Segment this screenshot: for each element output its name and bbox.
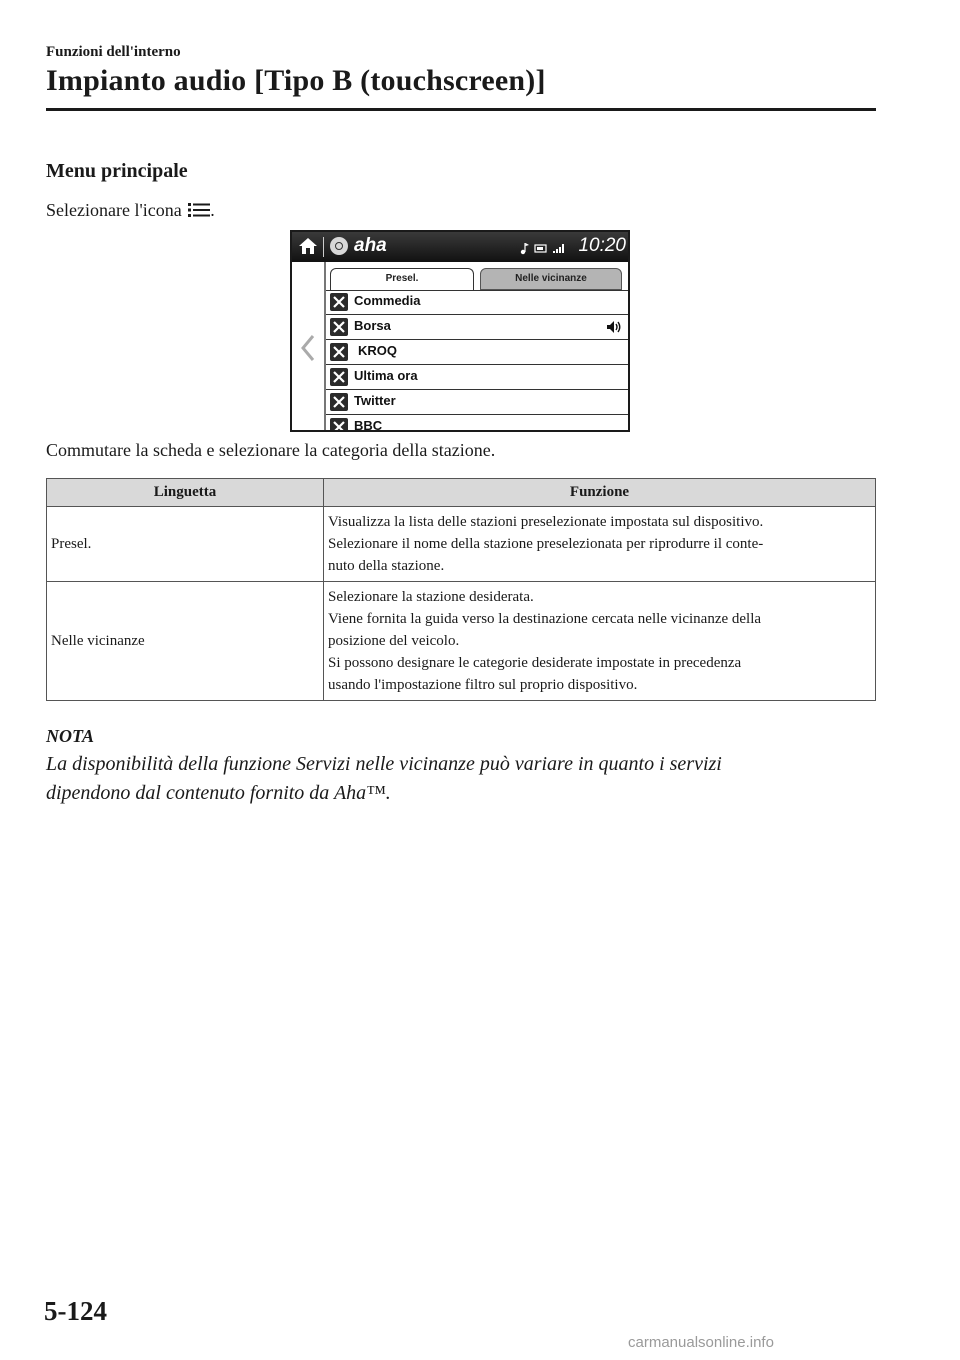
instruction-switch-tab: Commutare la scheda e selezionare la categoria della stazione.	[46, 440, 496, 460]
instruction-select-icon	[46, 200, 215, 221]
footer-watermark: carmanualsonline.info	[628, 1334, 774, 1351]
speaker-icon	[606, 320, 622, 334]
tab-cell: Nelle vicinanze	[47, 582, 324, 701]
function-line: usando l'impostazione filtro sul proprio dispositivo.	[328, 677, 638, 693]
tab-cell: Presel.	[47, 507, 324, 582]
tab-nelle-vicinanze[interactable]: Nelle vicinanze	[480, 268, 622, 290]
station-name: Commedia	[354, 293, 421, 308]
list-icon	[188, 202, 210, 218]
note-heading: NOTA	[46, 726, 95, 746]
station-row[interactable]	[326, 341, 630, 365]
station-name: Borsa	[354, 318, 391, 333]
instruction-text: Selezionare l'icona	[46, 200, 182, 220]
station-list	[326, 290, 630, 432]
function-table	[46, 478, 876, 701]
instruction-suffix: .	[210, 200, 215, 220]
title-divider	[46, 108, 876, 111]
clock: 10:20	[578, 235, 626, 256]
station-row[interactable]	[326, 416, 630, 432]
subheading: Menu principale	[46, 160, 188, 182]
section-label: Funzioni dell'interno	[46, 44, 181, 60]
back-chevron-icon[interactable]	[300, 334, 316, 362]
column-header: Linguetta	[47, 479, 324, 507]
music-note-icon	[521, 243, 529, 254]
station-name: KROQ	[358, 343, 397, 358]
function-line: Selezionare la stazione desiderata.	[328, 589, 534, 605]
note-line: dipendono dal contenuto fornito da Aha™.	[46, 782, 391, 804]
aha-screen	[290, 230, 630, 432]
table-header-row	[47, 479, 876, 507]
column-header: Funzione	[324, 479, 876, 507]
close-x-icon	[330, 343, 348, 361]
aha-app-icon	[330, 237, 348, 255]
station-name: Ultima ora	[354, 368, 418, 383]
station-row[interactable]	[326, 391, 630, 415]
function-line: Si possono designare le categorie desiderate impostate in precedenza	[328, 655, 742, 671]
close-x-icon	[330, 393, 348, 411]
function-cell	[324, 507, 876, 582]
function-cell	[324, 582, 876, 701]
signal-icon	[553, 244, 564, 253]
status-icons	[520, 241, 570, 255]
tab-presel[interactable]: Presel.	[330, 268, 474, 290]
table-row	[47, 507, 876, 582]
function-line: nuto della stazione.	[328, 558, 445, 574]
station-row[interactable]	[326, 366, 630, 390]
station-row[interactable]	[326, 291, 630, 315]
app-name: aha	[354, 235, 387, 256]
close-x-icon	[330, 293, 348, 311]
close-x-icon	[330, 318, 348, 336]
function-line: Selezionare il nome della stazione preselezionata per riprodurre il conte-	[328, 536, 764, 552]
function-line: Visualizza la lista delle stazioni preselezionate impostata sul dispositivo.	[328, 514, 764, 530]
close-x-icon	[330, 418, 348, 432]
topbar-separator	[323, 237, 324, 257]
page-number: 5-124	[44, 1296, 107, 1326]
function-line: Viene fornita la guida verso la destinazione cercata nelle vicinanze della	[328, 611, 762, 627]
home-icon[interactable]	[298, 237, 318, 255]
status-bar	[292, 232, 630, 262]
function-line: posizione del veicolo.	[328, 633, 460, 649]
tab-bar	[326, 262, 630, 290]
table-row	[47, 582, 876, 701]
station-name: Twitter	[354, 393, 396, 408]
note-text	[46, 750, 876, 808]
page-title: Impianto audio [Tipo B (touchscreen)]	[46, 64, 546, 97]
battery-icon	[535, 245, 546, 252]
station-name: BBC	[354, 418, 383, 432]
left-panel	[292, 262, 326, 432]
station-row[interactable]	[326, 316, 630, 340]
close-x-icon	[330, 368, 348, 386]
note-line: La disponibilità della funzione Servizi nelle vicinanze può variare in quanto i servizi	[46, 753, 722, 775]
